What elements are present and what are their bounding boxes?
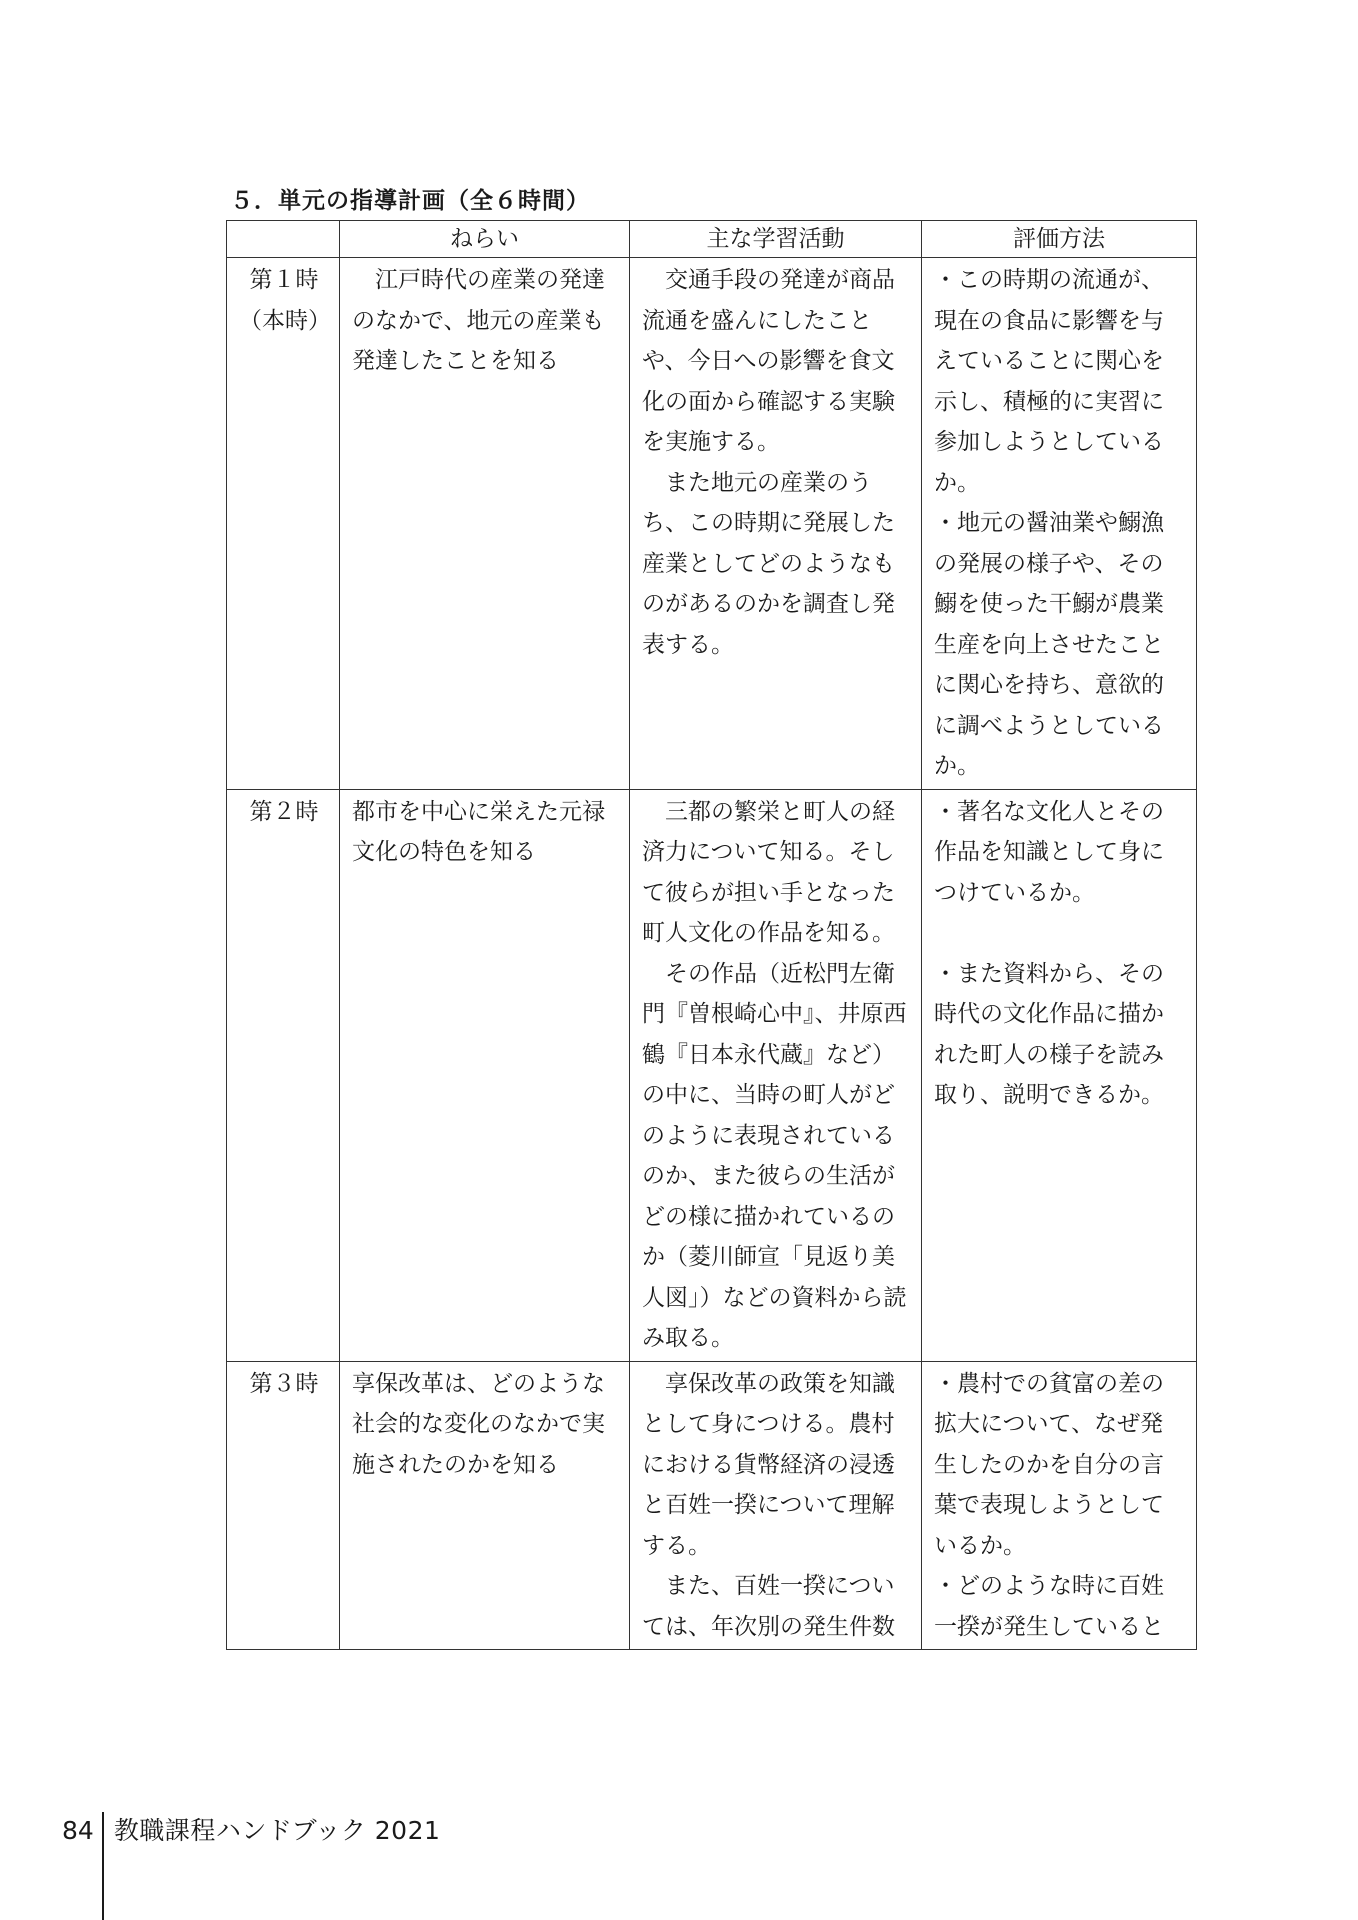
session-label: 第１時: [249, 267, 319, 293]
aim-text: 江戸時代の産業の発達のなかで、地元の産業も発達したことを知る: [352, 267, 605, 374]
evaluation-cell: [922, 1361, 1197, 1650]
footer-divider: [102, 1812, 104, 1920]
evaluation-item: ・また資料から、その時代の文化作品に描かれた町人の様子を読み取り、説明できるか。: [934, 960, 1164, 1108]
page-number: 84: [62, 1816, 94, 1845]
evaluation-item: ・著名な文化人とその作品を知識として身につけているか。: [934, 798, 1164, 906]
evaluation-item: ・農村での貧富の差の拡大について、なぜ発生したのかを自分の言葉で表現しようとしているか。: [934, 1370, 1164, 1559]
aim-text: 享保改革は、どのような社会的な変化のなかで実施されたのかを知る: [352, 1370, 605, 1478]
aim-cell: [340, 789, 630, 1361]
header-activities: 主な学習活動: [630, 221, 922, 258]
activity-paragraph: その作品（近松門左衛門『曽根崎心中』、井原西鶴『日本永代蔵』など）の中に、当時の町人がどのように表現されているのか、また彼らの生活がどの様に描かれているのか（菱川師宣「見返り美人図」）などの資料から読み取る。: [642, 960, 907, 1351]
session-cell: [227, 789, 340, 1361]
evaluation-item: ・地元の醤油業や鰯漁の発展の様子や、その鰯を使った干鰯が農業生産を向上させたことに関心を持ち、意欲的に調べようとしているか。: [934, 510, 1164, 779]
session-cell: [227, 258, 340, 790]
evaluation-cell: [922, 789, 1197, 1361]
activity-paragraph: 享保改革の政策を知識として身につける。農村における貨幣経済の浸透と百姓一揆について理解する。: [642, 1370, 895, 1559]
page-footer: [62, 1812, 440, 1920]
session-note: （本時）: [239, 307, 331, 334]
aim-text: 都市を中心に栄えた元禄文化の特色を知る: [352, 798, 605, 865]
activity-paragraph: また地元の産業のうち、この時期に発展した産業としてどのようなものがあるのかを調査し発表する。: [642, 469, 895, 658]
book-title: 教職課程ハンドブック 2021: [113, 1816, 441, 1845]
table-row: [227, 258, 1197, 790]
session-cell: [227, 1361, 340, 1650]
session-label: 第２時: [249, 798, 319, 825]
table-header-row: [227, 221, 1197, 258]
table-row: [227, 1361, 1197, 1650]
lesson-plan-table: [226, 220, 1197, 1650]
aim-cell: [340, 258, 630, 790]
header-aim: ねらい: [340, 221, 630, 258]
activities-cell: [630, 1361, 922, 1650]
section-heading: ５．単元の指導計画（全６時間）: [230, 188, 590, 214]
header-session: [227, 221, 340, 258]
aim-cell: [340, 1361, 630, 1650]
activity-paragraph: 交通手段の発達が商品流通を盛んにしたことや、今日への影響を食文化の面から確認する実験を実施する。: [642, 267, 895, 455]
header-evaluation: 評価方法: [922, 221, 1197, 258]
evaluation-item: ・どのような時に百姓一揆が発生していると: [934, 1573, 1164, 1640]
activity-paragraph: 三都の繁栄と町人の経済力について知る。そして彼らが担い手となった町人文化の作品を知る。: [642, 798, 895, 946]
evaluation-cell: [922, 258, 1197, 790]
evaluation-item: ・この時期の流通が、現在の食品に影響を与えていることに関心を示し、積極的に実習に参加しようとしているか。: [934, 267, 1164, 496]
activity-paragraph: また、百姓一揆については、年次別の発生件数: [642, 1573, 895, 1640]
activities-cell: [630, 258, 922, 790]
table-row: [227, 789, 1197, 1361]
session-label: 第３時: [249, 1370, 319, 1397]
spacer: [934, 913, 1186, 954]
activities-cell: [630, 789, 922, 1361]
